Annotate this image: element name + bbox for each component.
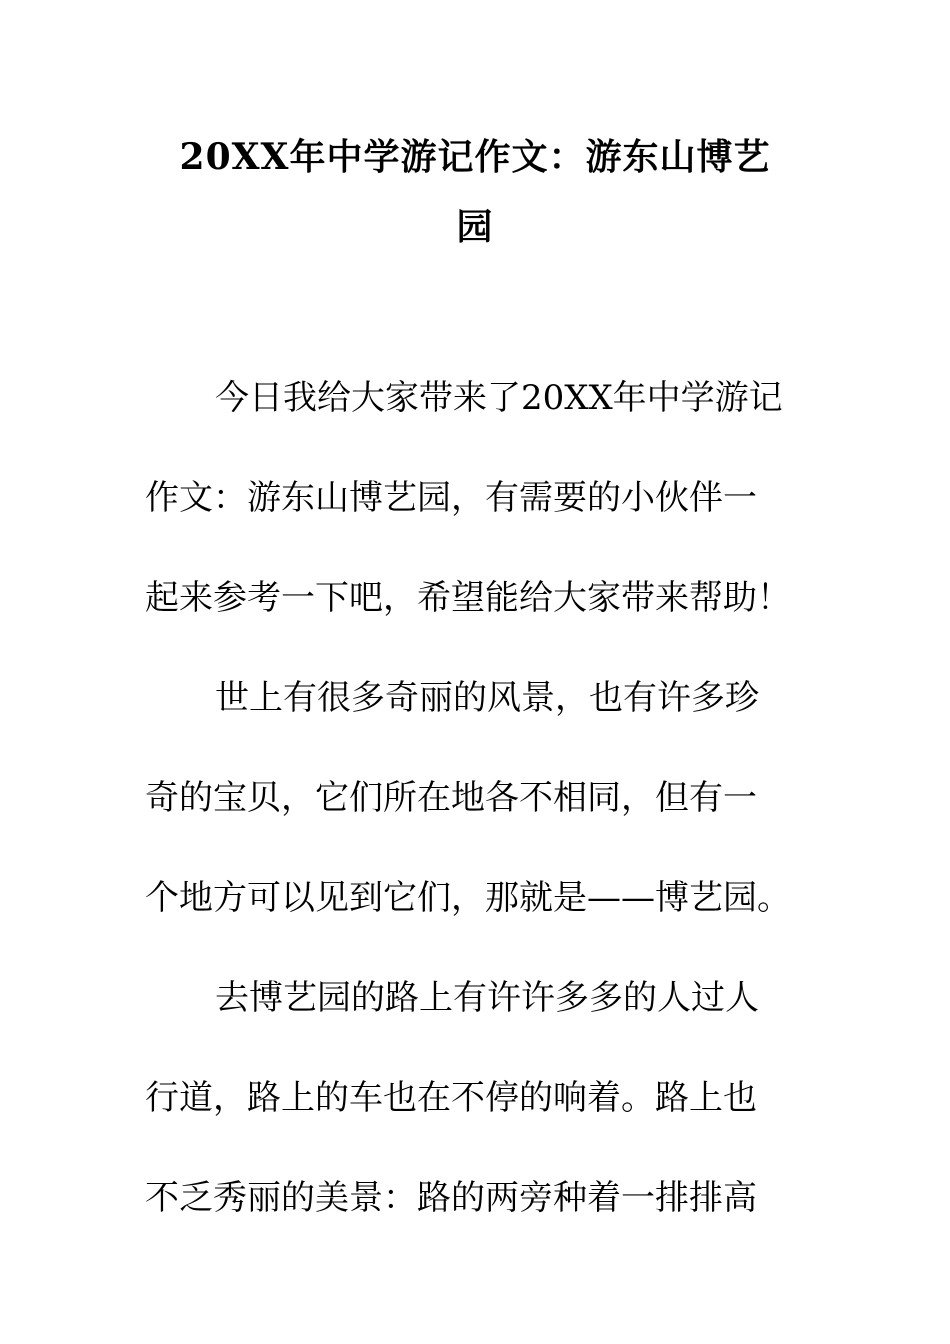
document-title	[145, 122, 805, 262]
paragraph-2-line-3: 个地方可以见到它们，那就是——博艺园。	[145, 878, 791, 918]
paragraph-2-line-1: 世上有很多奇丽的风景，也有许多珍	[215, 678, 759, 718]
paragraph-1-line-1: 今日我给大家带来了20XX年中学游记	[215, 378, 783, 418]
paragraph-3-line-2: 行道，路上的车也在不停的响着。路上也	[145, 1078, 757, 1118]
document-body	[145, 366, 815, 1266]
paragraph-2-line-2: 奇的宝贝，它们所在地各不相同，但有一	[145, 778, 757, 818]
paragraph-3-line-3: 不乏秀丽的美景：路的两旁种着一排排高	[145, 1178, 757, 1218]
paragraph-3-line-1: 去博艺园的路上有许许多多的人过人	[215, 978, 759, 1018]
paragraph-1-line-2: 作文：游东山博艺园，有需要的小伙伴一	[145, 478, 757, 518]
title-line-2: 园	[456, 206, 494, 248]
title-line-1: 20XX年中学游记作文：游东山博艺	[179, 136, 771, 178]
paragraph-1-line-3: 起来参考一下吧，希望能给大家带来帮助！	[145, 578, 791, 618]
